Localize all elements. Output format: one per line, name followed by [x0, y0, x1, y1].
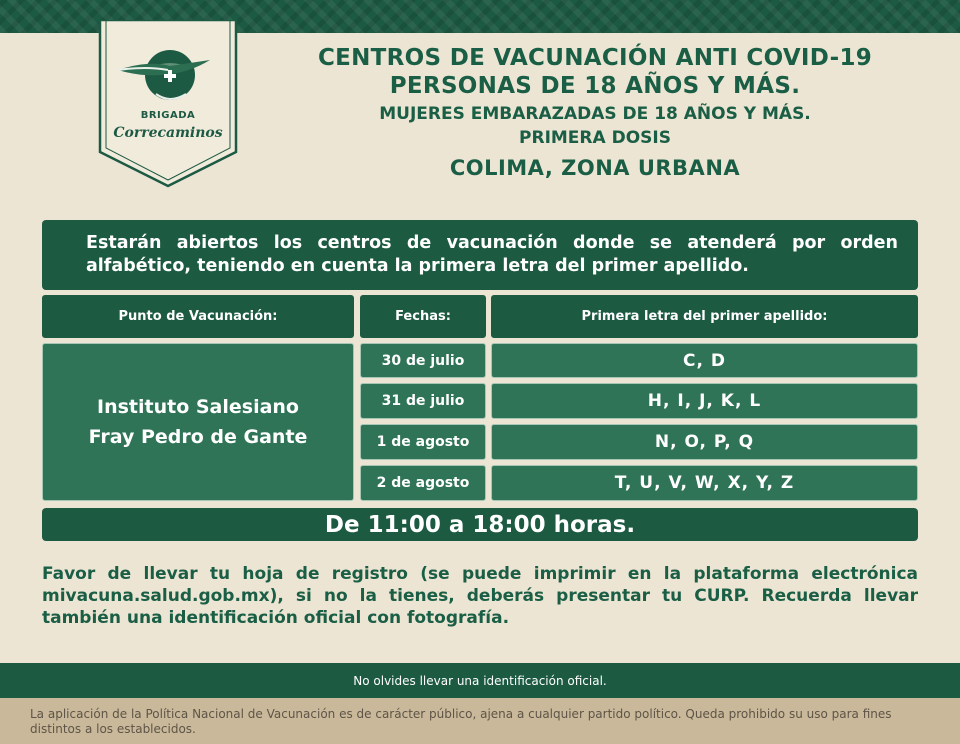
date-cell: 30 de julio — [360, 343, 486, 378]
place-name-line-2: Fray Pedro de Gante — [88, 426, 308, 448]
opening-hours-banner: De 11:00 a 18:00 horas. — [42, 508, 918, 541]
header-dates: Fechas: — [360, 295, 486, 338]
letters-cell: H, I, J, K, L — [491, 383, 918, 419]
title-line-2: PERSONAS DE 18 AÑOS Y MÁS. — [389, 73, 801, 99]
place-name-line-1: Instituto Salesiano — [97, 396, 299, 418]
reminder-text: No olvides llevar una identificación oficial. — [353, 673, 607, 688]
badge-shield-icon — [98, 20, 238, 188]
header-surname-letter: Primera letra del primer apellido: — [491, 295, 918, 338]
notice-banner: Estarán abiertos los centros de vacunación donde se atenderá por orden alfabético, teniendo en cuenta la primera letra del primer apellido. — [42, 220, 918, 290]
letters-cell: N, O, P, Q — [491, 424, 918, 460]
date-cell: 2 de agosto — [360, 465, 486, 501]
reminder-bar — [0, 663, 960, 698]
page-title-block — [250, 44, 940, 183]
logo-line-brigada: BRIGADA — [140, 110, 196, 121]
brigada-correcaminos-logo — [98, 20, 238, 188]
title-line-3: MUJERES EMBARAZADAS DE 18 AÑOS Y MÁS. — [379, 104, 811, 124]
letters-cell: T, U, V, W, X, Y, Z — [491, 465, 918, 501]
requirements-text: Favor de llevar tu hoja de registro (se puede imprimir en la plataforma electrónica mivacuna.salud.gob.mx), si no la tienes, deberás presentar tu CURP. Recuerda llevar también una identificación oficial con fotografía. — [42, 564, 918, 628]
header-vaccination-point: Punto de Vacunación: — [42, 295, 354, 338]
date-cell: 31 de julio — [360, 383, 486, 419]
title-line-1: CENTROS DE VACUNACIÓN ANTI COVID-19 — [317, 45, 873, 71]
vaccination-point-cell — [42, 343, 354, 501]
letters-cell: C, D — [491, 343, 918, 378]
title-line-4: PRIMERA DOSIS — [519, 128, 671, 148]
title-line-5: COLIMA, ZONA URBANA — [449, 156, 741, 180]
logo-line-correcaminos: Correcaminos — [113, 125, 223, 141]
legal-disclaimer: La aplicación de la Política Nacional de Vacunación es de carácter público, ajena a cualquier partido político. Queda prohibido su uso para fines distintos a los establecidos. — [0, 698, 960, 744]
date-cell: 1 de agosto — [360, 424, 486, 460]
